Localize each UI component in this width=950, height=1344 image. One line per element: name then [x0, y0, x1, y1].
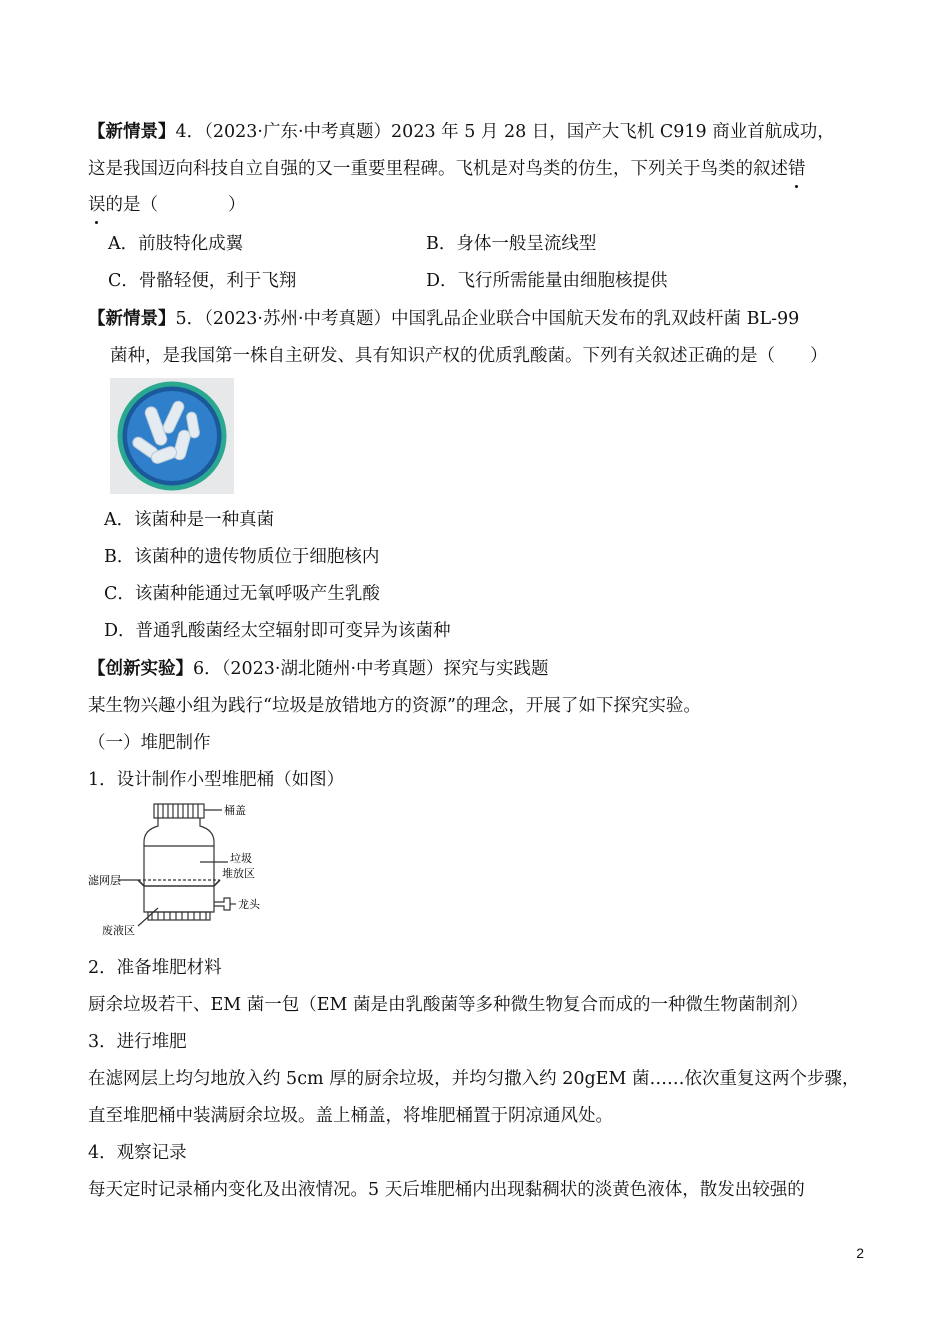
- q6-section1: （一）堆肥制作: [88, 733, 211, 753]
- q6-step3-text1: 在滤网层上均匀地放入约 5cm 厚的厨余垃圾，并均匀撒入约 20gEM 菌……依次重复这两个步骤，: [88, 1069, 860, 1089]
- q6-intro: 某生物兴趣小组为践行“垃圾是放错地方的资源”的理念，开展了如下探究实验。: [88, 696, 701, 716]
- q6-step3: 3．进行堆肥: [88, 1032, 187, 1052]
- q6-step4-text: 每天定时记录桶内变化及出液情况。5 天后堆肥桶内出现黏稠状的淡黄色液体，散发出较强的: [88, 1180, 805, 1200]
- q4-option-b: B．身体一般呈流线型: [426, 234, 597, 254]
- q5-tag: 【新情景】: [88, 309, 176, 329]
- q6-tag: 【创新实验】: [88, 659, 193, 679]
- label-waste: 废液区: [102, 924, 135, 937]
- q4-line3: [88, 193, 246, 217]
- label-filter: 滤网层: [88, 874, 121, 887]
- q5-option-d: D．普通乳酸菌经太空辐射即可变异为该菌种: [104, 621, 451, 641]
- q6-stem-line1: 6．（2023·湖北随州·中考真题）探究与实践题: [193, 659, 549, 679]
- emphasis-char-2: 误: [88, 195, 106, 215]
- bucket-body: [144, 818, 214, 912]
- q4-option-a: A．前肢特化成翼: [108, 234, 244, 254]
- bacteria-image: [110, 378, 234, 494]
- label-garbage: 垃圾: [230, 852, 252, 865]
- q4-option-d: D．飞行所需能量由细胞核提供: [426, 271, 668, 291]
- q6-step3-text2: 直至堆肥桶中装满厨余垃圾。盖上桶盖，将堆肥桶置于阴凉通风处。: [88, 1106, 613, 1126]
- q4-stem-line1: 4．（2023·广东·中考真题）2023 年 5 月 28 日，国产大飞机 C919 商业首航成功，: [175, 122, 835, 142]
- q4-stem-line2: 这是我国迈向科技自立自强的又一重要里程碑。飞机是对鸟类的仿生，下列关于鸟类的叙述: [88, 159, 788, 179]
- label-lid: 桶盖: [224, 804, 246, 817]
- q5-option-c: C．该菌种能通过无氧呼吸产生乳酸: [104, 584, 380, 604]
- bucket-lid: [154, 804, 204, 818]
- q4-line2: [88, 157, 806, 181]
- q6-step4: 4．观察记录: [88, 1143, 187, 1163]
- label-area: 堆放区: [222, 867, 255, 880]
- label-tap: 龙头: [238, 898, 260, 911]
- page-number: 2: [856, 1245, 864, 1261]
- q4-option-c: C．骨骼轻便，利于飞翔: [108, 271, 297, 291]
- q4-line1: [88, 120, 835, 144]
- q5-line2: 菌种，是我国第一株自主研发、具有知识产权的优质乳酸菌。下列有关叙述正确的是（ ）: [110, 346, 828, 366]
- q5-option-a: A．该菌种是一种真菌: [104, 510, 275, 530]
- q4-tag: 【新情景】: [88, 122, 176, 142]
- emphasis-char-1: 错: [788, 159, 806, 179]
- q6-line1: [88, 657, 549, 681]
- q6-step2: 2．准备堆肥材料: [88, 958, 222, 978]
- q6-step2-text: 厨余垃圾若干、EM 菌一包（EM 菌是由乳酸菌等多种微生物复合而成的一种微生物菌制剂）: [88, 995, 809, 1015]
- q5-stem-line1: 5．（2023·苏州·中考真题）中国乳品企业联合中国航天发布的乳双歧杆菌 BL-99: [175, 309, 800, 329]
- compost-bucket-diagram: [88, 800, 278, 940]
- q5-line1: [88, 307, 799, 331]
- q6-step1: 1．设计制作小型堆肥桶（如图）: [88, 770, 345, 790]
- bucket-tap: [214, 898, 230, 910]
- q4-stem-line3: 的是（ ）: [105, 195, 246, 215]
- q5-option-b: B．该菌种的遗传物质位于细胞核内: [104, 547, 380, 567]
